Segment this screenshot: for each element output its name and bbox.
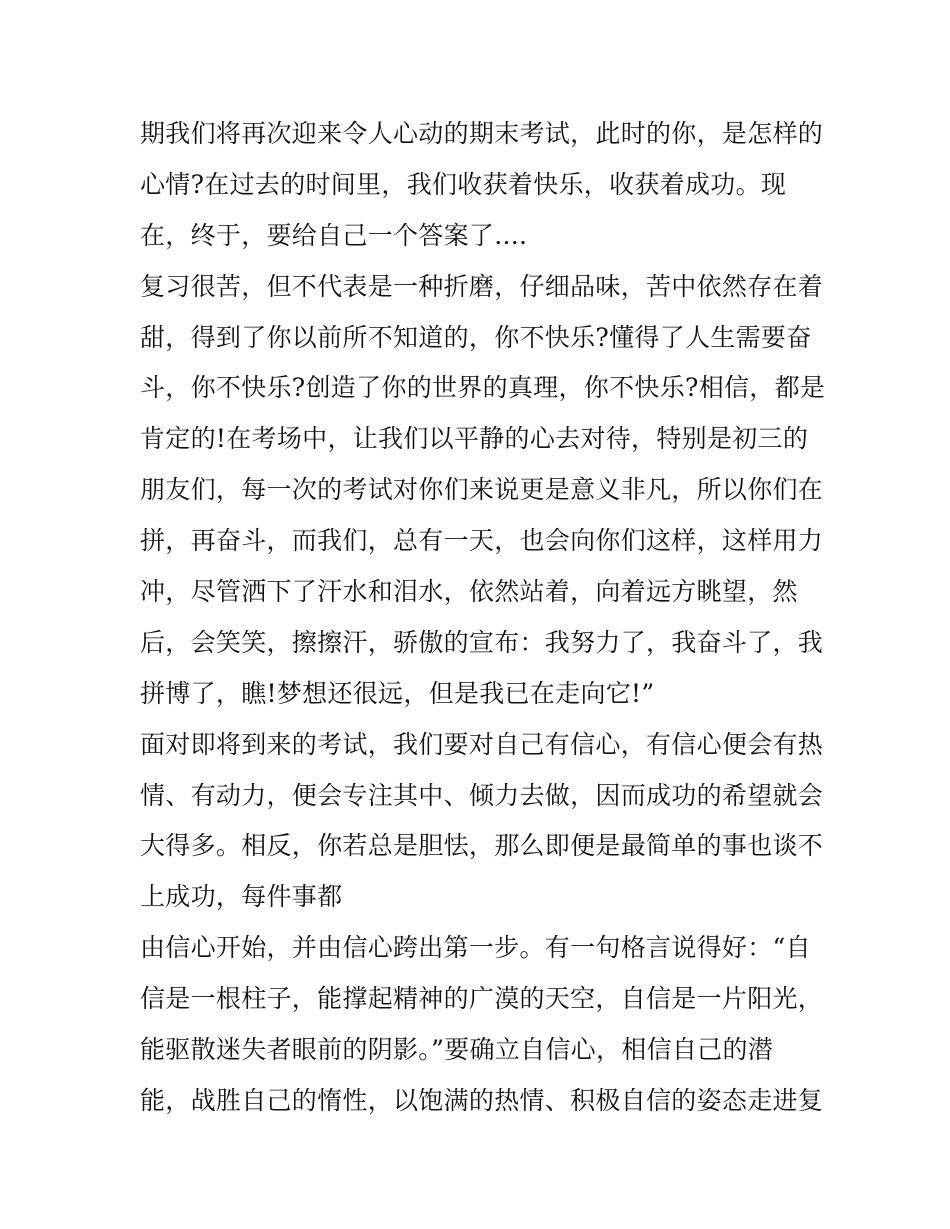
- text-line: 情、有动力，便会专注其中、倾力去做，因而成功的希望就会: [140, 780, 824, 810]
- text-line: 能驱散迷失者眼前的阴影。”要确立自信心，相信自己的潜: [140, 1035, 774, 1065]
- text-line: 拼，再奋斗，而我们，总有一天，也会向你们这样，这样用力: [140, 526, 824, 556]
- text-line: 甜，得到了你以前所不知道的，你不快乐?懂得了人生需要奋: [140, 322, 812, 352]
- text-line: 在，终于，要给自己一个答案了....: [140, 220, 528, 250]
- text-line: 面对即将到来的考试，我们要对自己有信心，有信心便会有热: [140, 729, 824, 759]
- text-line: 拼博了，瞧!梦想还很远，但是我已在走向它!”: [140, 678, 655, 708]
- text-line: 复习很苦，但不代表是一种折磨，仔细品味，苦中依然存在着: [140, 271, 824, 301]
- text-line: 斗，你不快乐?创造了你的世界的真理，你不快乐?相信，都是: [140, 373, 826, 403]
- text-line: 能，战胜自己的惰性，以饱满的热情、积极自信的姿态走进复: [140, 1085, 824, 1115]
- text-line: 冲，尽管洒下了汗水和泪水，依然站着，向着远方眺望，然: [140, 577, 798, 607]
- text-line: 信是一根柱子，能撑起精神的广漠的天空，自信是一片阳光，: [140, 984, 824, 1014]
- text-line: 心情?在过去的时间里，我们收获着快乐，收获着成功。现: [140, 169, 787, 199]
- text-line: 大得多。相反，你若总是胆怯，那么即便是最简单的事也谈不: [140, 831, 824, 861]
- document-body: [140, 109, 826, 1127]
- text-line: 肯定的!在考场中，让我们以平静的心去对待，特别是初三的: [140, 424, 809, 454]
- text-line: 后，会笑笑，擦擦汗，骄傲的宣布：我努力了，我奋斗了，我: [140, 627, 824, 657]
- text-line: 朋友们，每一次的考试对你们来说更是意义非凡，所以你们在: [140, 475, 824, 505]
- text-line: 期我们将再次迎来令人心动的期末考试，此时的你，是怎样的: [140, 119, 824, 148]
- text-line: 由信心开始，并由信心跨出第一步。有一句格言说得好：“自: [140, 933, 811, 963]
- text-line: 上成功，每件事都: [140, 882, 343, 912]
